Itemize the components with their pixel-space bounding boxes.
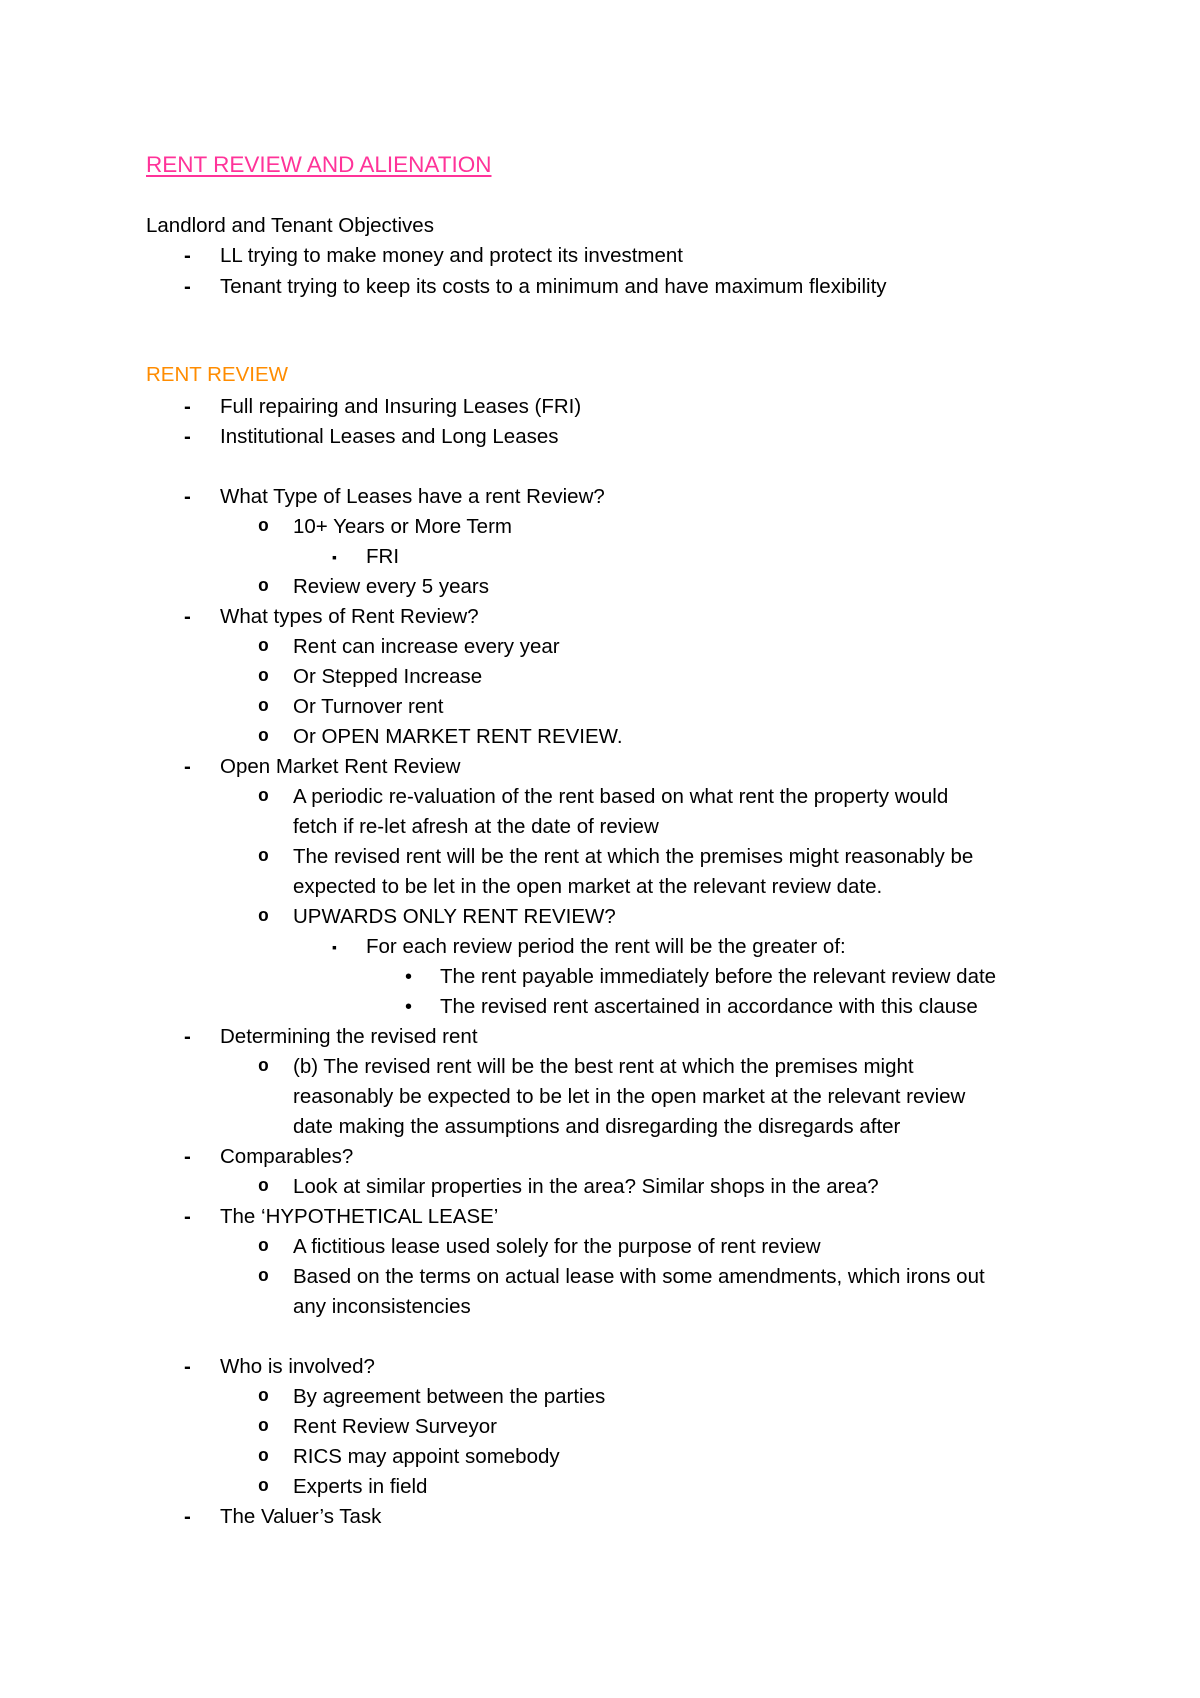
circle-bullet-icon: o	[258, 727, 269, 747]
list-item-text: Institutional Leases and Long Leases	[220, 425, 559, 448]
list-item-text: any inconsistencies	[293, 1295, 471, 1318]
list-item-text: Rent Review Surveyor	[293, 1415, 497, 1438]
dash-bullet-icon: -	[184, 1505, 191, 1528]
list-item-text: The rent payable immediately before the relevant review date	[440, 965, 997, 988]
list-item-text: Rent can increase every year	[293, 635, 560, 658]
dot-bullet-icon: •	[405, 966, 413, 988]
dash-bullet-icon: -	[184, 1205, 191, 1228]
list-item-text: A periodic re-valuation of the rent based on what rent the property would	[293, 785, 949, 808]
circle-bullet-icon: o	[258, 1177, 269, 1197]
list-item-text: What types of Rent Review?	[220, 605, 479, 628]
dash-bullet-icon: -	[184, 1025, 191, 1048]
list-item-text: Or Turnover rent	[293, 695, 444, 718]
circle-bullet-icon: o	[258, 577, 269, 597]
dot-bullet-icon: •	[405, 996, 413, 1018]
list-item-text: UPWARDS ONLY RENT REVIEW?	[293, 905, 616, 928]
list-item-text: Full repairing and Insuring Leases (FRI)	[220, 395, 582, 418]
section-heading-rent-review: RENT REVIEW	[146, 363, 288, 386]
dash-bullet-icon: -	[184, 395, 191, 418]
circle-bullet-icon: o	[258, 1417, 269, 1437]
circle-bullet-icon: o	[258, 847, 269, 867]
circle-bullet-icon: o	[258, 667, 269, 687]
list-item-text: Landlord and Tenant Objectives	[146, 214, 434, 237]
list-item-text: Open Market Rent Review	[220, 755, 461, 778]
dash-bullet-icon: -	[184, 425, 191, 448]
list-item-text: Or OPEN MARKET RENT REVIEW.	[293, 725, 623, 748]
dash-bullet-icon: -	[184, 755, 191, 778]
list-item-text: Who is involved?	[220, 1355, 375, 1378]
dash-bullet-icon: -	[184, 485, 191, 508]
dash-bullet-icon: -	[184, 1355, 191, 1378]
dash-bullet-icon: -	[184, 605, 191, 628]
list-item-text: Comparables?	[220, 1145, 354, 1168]
list-item-text: The revised rent ascertained in accordance with this clause	[440, 995, 978, 1018]
dash-bullet-icon: -	[184, 244, 191, 267]
circle-bullet-icon: o	[258, 1387, 269, 1407]
list-item-text: FRI	[366, 545, 400, 568]
circle-bullet-icon: o	[258, 1477, 269, 1497]
list-item-text: The revised rent will be the rent at which the premises might reasonably be	[293, 845, 974, 868]
list-item-text: LL trying to make money and protect its investment	[220, 244, 683, 267]
list-item-text: (b) The revised rent will be the best rent at which the premises might	[293, 1055, 914, 1078]
list-item-text: By agreement between the parties	[293, 1385, 606, 1408]
list-item-text: fetch if re-let afresh at the date of review	[293, 815, 659, 838]
circle-bullet-icon: o	[258, 787, 269, 807]
dash-bullet-icon: -	[184, 275, 191, 298]
list-item-text: The Valuer’s Task	[220, 1505, 382, 1528]
list-item-text: The ‘HYPOTHETICAL LEASE’	[220, 1205, 499, 1228]
list-item-text: For each review period the rent will be the greater of:	[366, 935, 846, 958]
list-item-text: Tenant trying to keep its costs to a minimum and have maximum flexibility	[220, 275, 887, 298]
list-item-text: A fictitious lease used solely for the purpose of rent review	[293, 1235, 821, 1258]
list-item-text: 10+ Years or More Term	[293, 515, 512, 538]
document-title: RENT REVIEW AND ALIENATION	[146, 152, 492, 177]
circle-bullet-icon: o	[258, 637, 269, 657]
circle-bullet-icon: o	[258, 907, 269, 927]
square-bullet-icon: ▪	[332, 549, 337, 565]
list-item-text: date making the assumptions and disregarding the disregards after	[293, 1115, 901, 1138]
circle-bullet-icon: o	[258, 1447, 269, 1467]
circle-bullet-icon: o	[258, 697, 269, 717]
list-item-text: RICS may appoint somebody	[293, 1445, 560, 1468]
list-item-text: Determining the revised rent	[220, 1025, 478, 1048]
list-item-text: Look at similar properties in the area? Similar shops in the area?	[293, 1175, 879, 1198]
list-item-text: Review every 5 years	[293, 575, 489, 598]
circle-bullet-icon: o	[258, 517, 269, 537]
list-item-text: reasonably be expected to be let in the open market at the relevant review	[293, 1085, 966, 1108]
dash-bullet-icon: -	[184, 1145, 191, 1168]
square-bullet-icon: ▪	[332, 939, 337, 955]
list-item-text: Experts in field	[293, 1475, 428, 1498]
circle-bullet-icon: o	[258, 1267, 269, 1287]
list-item-text: What Type of Leases have a rent Review?	[220, 485, 605, 508]
list-item-text: Or Stepped Increase	[293, 665, 483, 688]
list-item-text: Based on the terms on actual lease with some amendments, which irons out	[293, 1265, 985, 1288]
circle-bullet-icon: o	[258, 1057, 269, 1077]
list-item-text: expected to be let in the open market at the relevant review date.	[293, 875, 883, 898]
circle-bullet-icon: o	[258, 1237, 269, 1257]
